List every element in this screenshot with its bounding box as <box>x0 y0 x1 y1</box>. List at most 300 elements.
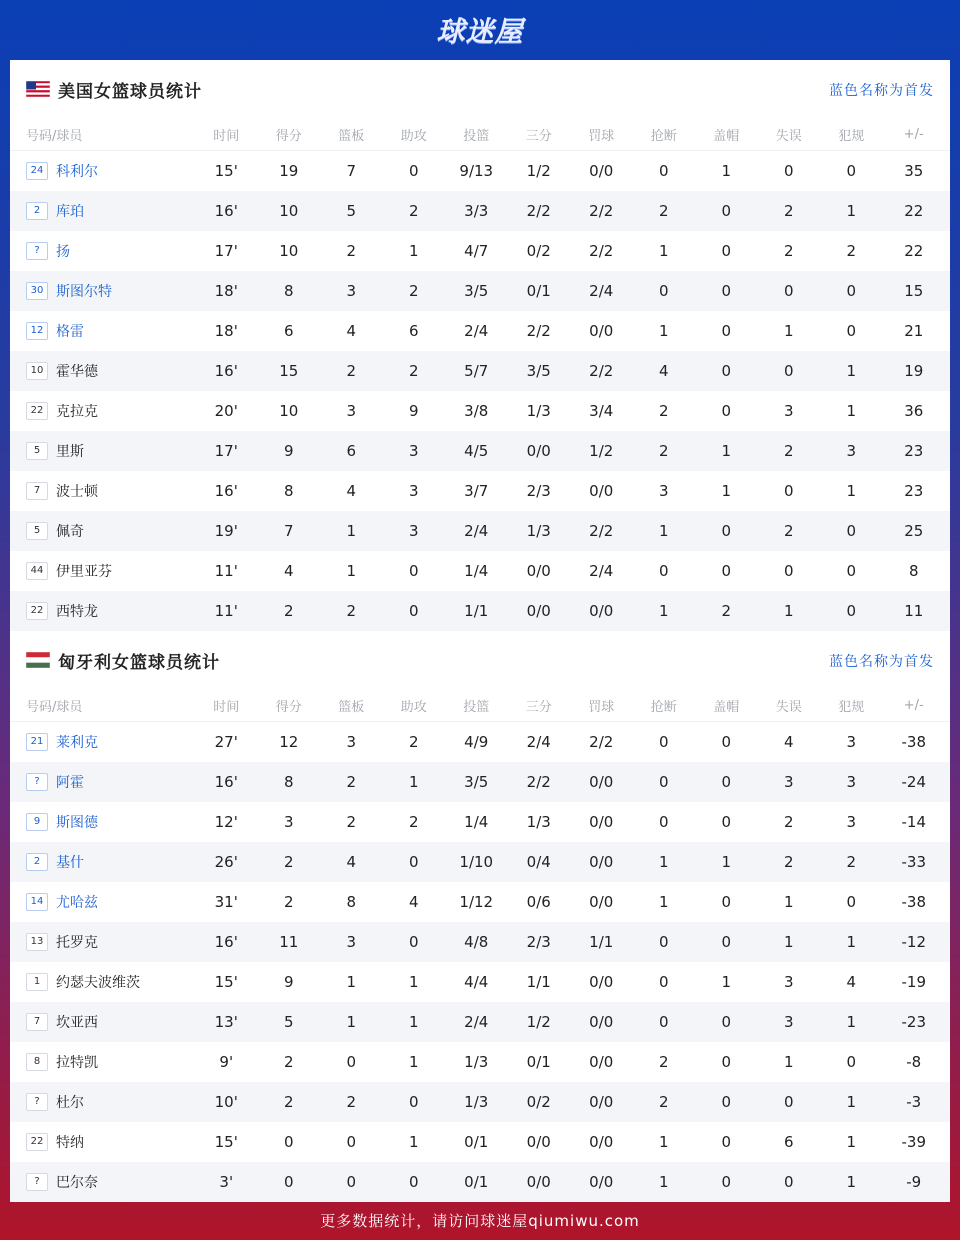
stat-steals: 3 <box>658 482 669 500</box>
player-cell <box>10 932 195 952</box>
stat-three-pt: 3/5 <box>526 362 551 380</box>
player-row[interactable] <box>10 1122 950 1162</box>
stat-fg: 1/1 <box>464 602 489 620</box>
stat-time: 15' <box>214 162 238 180</box>
player-row[interactable] <box>10 802 950 842</box>
stat-turnovers: 2 <box>783 813 794 831</box>
player-row[interactable] <box>10 591 950 631</box>
jersey-number-badge: 44 <box>26 562 48 580</box>
player-row[interactable] <box>10 1042 950 1082</box>
player-cell <box>10 281 195 301</box>
stat-blocks: 0 <box>721 322 732 340</box>
column-header-fg: 投篮 <box>463 699 490 715</box>
stat-plus-minus: 23 <box>904 482 924 500</box>
stat-rebounds: 3 <box>346 933 357 951</box>
player-row[interactable] <box>10 231 950 271</box>
jersey-number-badge: ? <box>26 242 48 260</box>
stat-assists: 2 <box>408 282 419 300</box>
stat-blocks: 0 <box>721 522 732 540</box>
stat-fouls: 1 <box>846 402 857 420</box>
stat-points: 8 <box>283 482 294 500</box>
stat-turnovers: 1 <box>783 893 794 911</box>
stat-rebounds: 5 <box>346 202 357 220</box>
stat-fouls: 0 <box>846 562 857 580</box>
player-name-link[interactable]: 库珀 <box>56 204 84 220</box>
stat-rebounds: 7 <box>346 162 357 180</box>
stat-ft: 2/4 <box>589 282 614 300</box>
stat-ft: 3/4 <box>589 402 614 420</box>
stat-ft: 0/0 <box>589 1133 614 1151</box>
jersey-number-badge: 2 <box>26 853 48 871</box>
stat-ft: 0/0 <box>589 162 614 180</box>
player-row[interactable] <box>10 1002 950 1042</box>
stat-turnovers: 3 <box>783 973 794 991</box>
stat-rebounds: 2 <box>346 813 357 831</box>
player-row[interactable] <box>10 922 950 962</box>
stat-fg: 4/8 <box>464 933 489 951</box>
player-row[interactable] <box>10 1082 950 1122</box>
jersey-number-badge: 7 <box>26 1013 48 1031</box>
stat-fg: 9/13 <box>459 162 494 180</box>
stat-fg: 3/8 <box>464 402 489 420</box>
stat-steals: 4 <box>658 362 669 380</box>
stat-points: 12 <box>279 733 299 751</box>
stat-steals: 1 <box>658 853 669 871</box>
stat-steals: 2 <box>658 402 669 420</box>
stat-blocks: 0 <box>721 1053 732 1071</box>
stat-assists: 0 <box>408 162 419 180</box>
stat-fouls: 1 <box>846 1013 857 1031</box>
player-name-link[interactable]: 巴尔奈 <box>56 1175 98 1191</box>
stat-points: 2 <box>283 602 294 620</box>
stat-steals: 1 <box>658 1173 669 1191</box>
column-header-row <box>10 118 950 151</box>
stat-points: 10 <box>279 242 299 260</box>
stat-steals: 1 <box>658 242 669 260</box>
stat-ft: 0/0 <box>589 893 614 911</box>
player-name-link[interactable]: 里斯 <box>56 444 84 460</box>
stat-blocks: 0 <box>721 562 732 580</box>
stat-blocks: 0 <box>721 202 732 220</box>
stat-plus-minus: 23 <box>904 442 924 460</box>
stat-blocks: 0 <box>721 933 732 951</box>
stat-blocks: 1 <box>721 973 732 991</box>
stat-assists: 0 <box>408 1173 419 1191</box>
stat-assists: 1 <box>408 242 419 260</box>
stat-fg: 5/7 <box>464 362 489 380</box>
stat-assists: 1 <box>408 1133 419 1151</box>
stat-assists: 4 <box>408 893 419 911</box>
stat-turnovers: 1 <box>783 322 794 340</box>
stat-assists: 2 <box>408 202 419 220</box>
stat-plus-minus: 25 <box>904 522 924 540</box>
stat-time: 9' <box>219 1053 234 1071</box>
stat-blocks: 1 <box>721 853 732 871</box>
jersey-number-badge: 10 <box>26 362 48 380</box>
column-header-fouls: 犯规 <box>838 699 865 715</box>
stat-steals: 1 <box>658 602 669 620</box>
section-title: 美国女篮球员统计 <box>58 81 202 102</box>
stat-fg: 1/3 <box>464 1093 489 1111</box>
stat-turnovers: 0 <box>783 362 794 380</box>
stat-rebounds: 4 <box>346 482 357 500</box>
player-row[interactable] <box>10 431 950 471</box>
column-header-player: 号码/球员 <box>26 128 83 144</box>
stat-time: 16' <box>214 482 238 500</box>
stat-three-pt: 2/3 <box>526 933 551 951</box>
column-header-time: 时间 <box>213 128 240 144</box>
stat-assists: 1 <box>408 773 419 791</box>
stat-plus-minus: 21 <box>904 322 924 340</box>
stat-rebounds: 1 <box>346 973 357 991</box>
stat-fg: 2/4 <box>464 522 489 540</box>
stat-rebounds: 8 <box>346 893 357 911</box>
stat-steals: 1 <box>658 893 669 911</box>
column-header-row <box>10 689 950 722</box>
player-name-link[interactable]: 约瑟夫波维茨 <box>56 975 140 991</box>
jersey-number-badge: 12 <box>26 322 48 340</box>
section-header <box>10 631 950 689</box>
stat-fg: 4/4 <box>464 973 489 991</box>
player-cell <box>10 241 195 261</box>
stat-assists: 6 <box>408 322 419 340</box>
jersey-number-badge: 8 <box>26 1053 48 1071</box>
stat-fouls: 4 <box>846 973 857 991</box>
jersey-number-badge: 24 <box>26 162 48 180</box>
stat-fg: 1/12 <box>459 893 494 911</box>
stat-fg: 1/3 <box>464 1053 489 1071</box>
player-cell <box>10 361 195 381</box>
player-name-link[interactable]: 莱利克 <box>56 735 98 751</box>
stat-time: 17' <box>214 442 238 460</box>
player-cell <box>10 1052 195 1072</box>
stat-plus-minus: 11 <box>904 602 924 620</box>
stat-steals: 0 <box>658 562 669 580</box>
player-name-link[interactable]: 格雷 <box>56 324 84 340</box>
player-row[interactable] <box>10 551 950 591</box>
stat-steals: 1 <box>658 522 669 540</box>
jersey-number-badge: 21 <box>26 733 48 751</box>
stat-fg: 0/1 <box>464 1173 489 1191</box>
section-title: 匈牙利女篮球员统计 <box>58 652 220 673</box>
column-header-blocks: 盖帽 <box>713 128 740 144</box>
stat-three-pt: 2/3 <box>526 482 551 500</box>
stat-blocks: 2 <box>721 602 732 620</box>
stat-blocks: 0 <box>721 893 732 911</box>
stat-fouls: 0 <box>846 162 857 180</box>
player-row[interactable] <box>10 391 950 431</box>
stat-blocks: 0 <box>721 1133 732 1151</box>
column-header-points: 得分 <box>275 699 302 715</box>
player-row[interactable] <box>10 271 950 311</box>
stat-plus-minus: -33 <box>901 853 926 871</box>
jersey-number-badge: 22 <box>26 1133 48 1151</box>
stat-three-pt: 1/2 <box>526 162 551 180</box>
stat-points: 5 <box>283 1013 294 1031</box>
stat-time: 16' <box>214 362 238 380</box>
stat-turnovers: 1 <box>783 1053 794 1071</box>
stat-blocks: 1 <box>721 482 732 500</box>
stat-plus-minus: -23 <box>901 1013 926 1031</box>
stat-fouls: 1 <box>846 1093 857 1111</box>
stat-blocks: 0 <box>721 773 732 791</box>
stat-plus-minus: -39 <box>901 1133 926 1151</box>
stat-time: 16' <box>214 202 238 220</box>
stat-steals: 0 <box>658 773 669 791</box>
stat-plus-minus: 22 <box>904 202 924 220</box>
stat-three-pt: 2/2 <box>526 202 551 220</box>
stat-assists: 2 <box>408 733 419 751</box>
stat-blocks: 0 <box>721 242 732 260</box>
stat-ft: 0/0 <box>589 322 614 340</box>
stat-time: 16' <box>214 773 238 791</box>
jersey-number-badge: 9 <box>26 813 48 831</box>
stat-rebounds: 2 <box>346 602 357 620</box>
player-cell <box>10 521 195 541</box>
stat-plus-minus: 19 <box>904 362 924 380</box>
column-header-steals: 抢断 <box>650 128 677 144</box>
stat-three-pt: 1/1 <box>526 973 551 991</box>
stat-fouls: 0 <box>846 282 857 300</box>
player-name-link[interactable]: 杜尔 <box>56 1095 84 1111</box>
stat-fouls: 3 <box>846 773 857 791</box>
stat-rebounds: 1 <box>346 1013 357 1031</box>
stat-points: 11 <box>279 933 299 951</box>
top-bar <box>0 0 960 60</box>
player-row[interactable] <box>10 471 950 511</box>
stat-ft: 2/2 <box>589 242 614 260</box>
column-header-blocks: 盖帽 <box>713 699 740 715</box>
column-header-assists: 助攻 <box>400 128 427 144</box>
player-cell <box>10 772 195 792</box>
stat-rebounds: 4 <box>346 322 357 340</box>
column-header-turnovers: 失误 <box>775 128 802 144</box>
stat-turnovers: 2 <box>783 442 794 460</box>
stat-points: 0 <box>283 1133 294 1151</box>
stat-turnovers: 0 <box>783 1173 794 1191</box>
stat-blocks: 0 <box>721 362 732 380</box>
stat-points: 4 <box>283 562 294 580</box>
stat-turnovers: 0 <box>783 1093 794 1111</box>
jersey-number-badge: 1 <box>26 973 48 991</box>
stat-turnovers: 0 <box>783 162 794 180</box>
stat-blocks: 1 <box>721 162 732 180</box>
stat-three-pt: 1/3 <box>526 402 551 420</box>
player-name-link[interactable]: 扬 <box>56 244 70 260</box>
player-name-link[interactable]: 托罗克 <box>56 935 98 951</box>
player-row[interactable] <box>10 762 950 802</box>
stat-points: 10 <box>279 202 299 220</box>
stat-fouls: 1 <box>846 1133 857 1151</box>
stat-rebounds: 6 <box>346 442 357 460</box>
player-row[interactable] <box>10 191 950 231</box>
stat-points: 2 <box>283 853 294 871</box>
usa-flag-icon <box>26 81 50 97</box>
stat-fouls: 1 <box>846 202 857 220</box>
stat-rebounds: 0 <box>346 1133 357 1151</box>
player-name-link[interactable]: 佩奇 <box>56 524 84 540</box>
stat-plus-minus: -3 <box>906 1093 922 1111</box>
stat-time: 27' <box>214 733 238 751</box>
stat-fg: 3/5 <box>464 773 489 791</box>
stat-turnovers: 3 <box>783 773 794 791</box>
stat-time: 12' <box>214 813 238 831</box>
player-name-link[interactable]: 特纳 <box>56 1135 84 1151</box>
stat-steals: 0 <box>658 933 669 951</box>
stat-fouls: 0 <box>846 893 857 911</box>
player-row[interactable] <box>10 151 950 191</box>
stat-plus-minus: -38 <box>901 733 926 751</box>
column-header-ft: 罚球 <box>588 699 615 715</box>
stat-points: 10 <box>279 402 299 420</box>
stat-fouls: 0 <box>846 602 857 620</box>
stat-assists: 3 <box>408 442 419 460</box>
column-header-ft: 罚球 <box>588 128 615 144</box>
stat-time: 15' <box>214 973 238 991</box>
player-row[interactable] <box>10 351 950 391</box>
stat-fg: 1/10 <box>459 853 494 871</box>
stat-assists: 0 <box>408 1093 419 1111</box>
column-header-assists: 助攻 <box>400 699 427 715</box>
stat-steals: 0 <box>658 813 669 831</box>
stat-time: 19' <box>214 522 238 540</box>
stat-turnovers: 0 <box>783 282 794 300</box>
stat-fg: 0/1 <box>464 1133 489 1151</box>
stat-time: 15' <box>214 1133 238 1151</box>
player-row[interactable] <box>10 962 950 1002</box>
stat-points: 9 <box>283 973 294 991</box>
column-header-points: 得分 <box>275 128 302 144</box>
stat-points: 3 <box>283 813 294 831</box>
stat-points: 15 <box>279 362 299 380</box>
stat-steals: 0 <box>658 162 669 180</box>
stat-rebounds: 4 <box>346 853 357 871</box>
stat-rebounds: 1 <box>346 522 357 540</box>
stat-ft: 1/2 <box>589 442 614 460</box>
sections-container <box>10 60 950 1202</box>
stat-ft: 0/0 <box>589 973 614 991</box>
player-name-link[interactable]: 基什 <box>56 855 84 871</box>
jersey-number-badge: 5 <box>26 522 48 540</box>
stat-fouls: 2 <box>846 242 857 260</box>
player-name-link[interactable]: 斯图德 <box>56 815 98 831</box>
stat-fg: 4/7 <box>464 242 489 260</box>
player-cell <box>10 892 195 912</box>
stat-ft: 2/2 <box>589 202 614 220</box>
player-name-link[interactable]: 阿霍 <box>56 775 84 791</box>
player-name-link[interactable]: 克拉克 <box>56 404 98 420</box>
stat-fg: 3/5 <box>464 282 489 300</box>
player-name-link[interactable]: 波士顿 <box>56 484 98 500</box>
stat-steals: 0 <box>658 973 669 991</box>
stat-three-pt: 0/0 <box>526 1173 551 1191</box>
column-header-rebounds: 篮板 <box>338 128 365 144</box>
stat-fouls: 1 <box>846 933 857 951</box>
stat-rebounds: 1 <box>346 562 357 580</box>
player-row[interactable] <box>10 722 950 762</box>
stat-plus-minus: 8 <box>908 562 919 580</box>
player-name-link[interactable]: 尤哈兹 <box>56 895 98 911</box>
player-name-link[interactable]: 霍华德 <box>56 364 98 380</box>
player-name-link[interactable]: 拉特凯 <box>56 1055 98 1071</box>
player-cell <box>10 441 195 461</box>
stat-turnovers: 4 <box>783 733 794 751</box>
stat-rebounds: 2 <box>346 1093 357 1111</box>
stat-rebounds: 2 <box>346 362 357 380</box>
stat-points: 8 <box>283 282 294 300</box>
column-header-rebounds: 篮板 <box>338 699 365 715</box>
column-header-plus-minus: +/- <box>903 126 924 142</box>
stat-rebounds: 2 <box>346 242 357 260</box>
stat-points: 19 <box>279 162 299 180</box>
stat-blocks: 0 <box>721 1173 732 1191</box>
player-row[interactable] <box>10 882 950 922</box>
jersey-number-badge: 13 <box>26 933 48 951</box>
stat-three-pt: 0/2 <box>526 242 551 260</box>
jersey-number-badge: ? <box>26 1093 48 1111</box>
stat-assists: 0 <box>408 933 419 951</box>
player-name-link[interactable]: 西特龙 <box>56 604 98 620</box>
column-header-three-pt: 三分 <box>525 128 552 144</box>
stat-blocks: 0 <box>721 813 732 831</box>
player-name-link[interactable]: 坎亚西 <box>56 1015 98 1031</box>
stat-steals: 2 <box>658 1093 669 1111</box>
player-name-link[interactable]: 伊里亚芬 <box>56 564 112 580</box>
stat-steals: 2 <box>658 442 669 460</box>
stat-steals: 2 <box>658 1053 669 1071</box>
stat-ft: 0/0 <box>589 1173 614 1191</box>
stat-fouls: 3 <box>846 813 857 831</box>
stat-three-pt: 1/3 <box>526 813 551 831</box>
player-name-link[interactable]: 科利尔 <box>56 164 98 180</box>
brand-logo: 球迷屋 <box>436 15 524 48</box>
stat-plus-minus: -12 <box>901 933 926 951</box>
stats-card <box>10 60 950 1200</box>
stat-fouls: 3 <box>846 733 857 751</box>
player-cell <box>10 1092 195 1112</box>
player-row[interactable] <box>10 842 950 882</box>
stat-steals: 0 <box>658 733 669 751</box>
starter-legend-note: 蓝色名称为首发 <box>829 83 934 99</box>
player-row[interactable] <box>10 311 950 351</box>
stat-rebounds: 0 <box>346 1173 357 1191</box>
stat-ft: 0/0 <box>589 1013 614 1031</box>
stat-assists: 1 <box>408 1013 419 1031</box>
stat-turnovers: 6 <box>783 1133 794 1151</box>
hungary-flag-icon <box>26 652 50 668</box>
player-row[interactable] <box>10 511 950 551</box>
player-row[interactable] <box>10 1162 950 1202</box>
stat-fouls: 0 <box>846 322 857 340</box>
stat-points: 6 <box>283 322 294 340</box>
stat-ft: 2/4 <box>589 562 614 580</box>
stat-time: 10' <box>214 1093 238 1111</box>
stat-rebounds: 2 <box>346 773 357 791</box>
player-cell <box>10 812 195 832</box>
stat-fg: 1/4 <box>464 813 489 831</box>
player-name-link[interactable]: 斯图尔特 <box>56 284 112 300</box>
jersey-number-badge: 22 <box>26 602 48 620</box>
stat-plus-minus: 35 <box>904 162 924 180</box>
stat-fg: 2/4 <box>464 322 489 340</box>
player-cell <box>10 201 195 221</box>
stat-time: 16' <box>214 933 238 951</box>
stat-points: 0 <box>283 1173 294 1191</box>
stat-steals: 0 <box>658 282 669 300</box>
stat-points: 2 <box>283 1093 294 1111</box>
stat-turnovers: 2 <box>783 853 794 871</box>
stat-rebounds: 3 <box>346 733 357 751</box>
